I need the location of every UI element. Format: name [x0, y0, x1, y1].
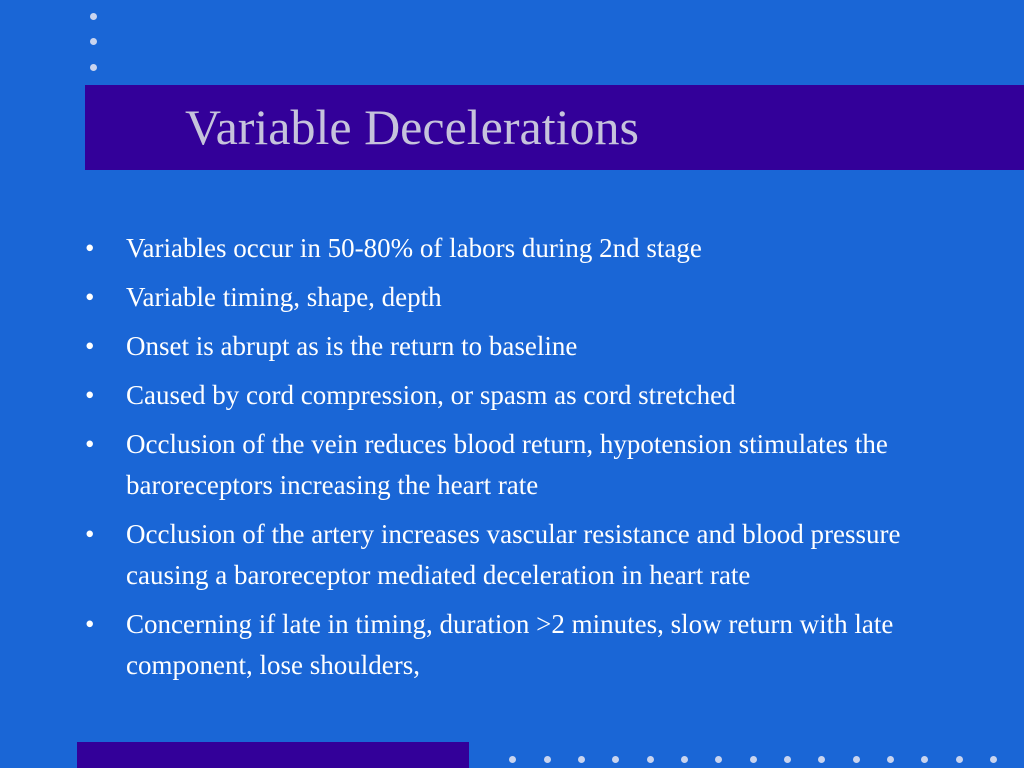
- decor-dot: [544, 756, 551, 763]
- bullet-text: Occlusion of the vein reduces blood return, hypotension stimulates the baroreceptors increasing the heart rate: [126, 429, 888, 500]
- bullet-text: Occlusion of the artery increases vascular resistance and blood pressure causing a baroreceptor mediated deceleration in heart rate: [126, 519, 901, 590]
- footer-bar: [77, 742, 469, 768]
- bullet-text: Caused by cord compression, or spasm as cord stretched: [126, 380, 736, 410]
- decor-dot: [90, 13, 97, 20]
- bullet-text: Concerning if late in timing, duration >2 minutes, slow return with late component, lose shoulders,: [126, 609, 894, 680]
- bullet-dot-icon: •: [85, 282, 95, 312]
- decor-dot: [578, 756, 585, 763]
- bullet-item: [85, 228, 965, 269]
- decor-dot: [921, 756, 928, 763]
- decor-dot: [90, 38, 97, 45]
- decor-dot: [750, 756, 757, 763]
- decor-dot: [612, 756, 619, 763]
- bullet-dot-icon: •: [85, 519, 95, 549]
- bullet-text: Variables occur in 50-80% of labors during 2nd stage: [126, 233, 702, 263]
- bullet-dot-icon: •: [85, 233, 95, 263]
- decor-dot: [784, 756, 791, 763]
- bullet-list: [85, 228, 965, 694]
- bullet-dot-icon: •: [85, 429, 95, 459]
- slide-title: Variable Decelerations: [185, 99, 639, 155]
- bullet-item: [85, 277, 965, 318]
- decor-dot: [715, 756, 722, 763]
- decor-dot: [681, 756, 688, 763]
- decor-dot: [887, 756, 894, 763]
- decor-dot: [990, 756, 997, 763]
- bullet-text: Onset is abrupt as is the return to baseline: [126, 331, 578, 361]
- decor-dot: [853, 756, 860, 763]
- bullet-item: [85, 326, 965, 367]
- bullet-item: [85, 514, 965, 596]
- bullet-item: [85, 604, 965, 686]
- bullet-item: [85, 424, 965, 506]
- bullet-text: Variable timing, shape, depth: [126, 282, 442, 312]
- decor-dot: [647, 756, 654, 763]
- bullet-dot-icon: •: [85, 609, 95, 639]
- decor-dot: [509, 756, 516, 763]
- decor-dot: [90, 64, 97, 71]
- bullet-item: [85, 375, 965, 416]
- bullet-dot-icon: •: [85, 380, 95, 410]
- decor-dot: [818, 756, 825, 763]
- bullet-dot-icon: •: [85, 331, 95, 361]
- decor-dot: [956, 756, 963, 763]
